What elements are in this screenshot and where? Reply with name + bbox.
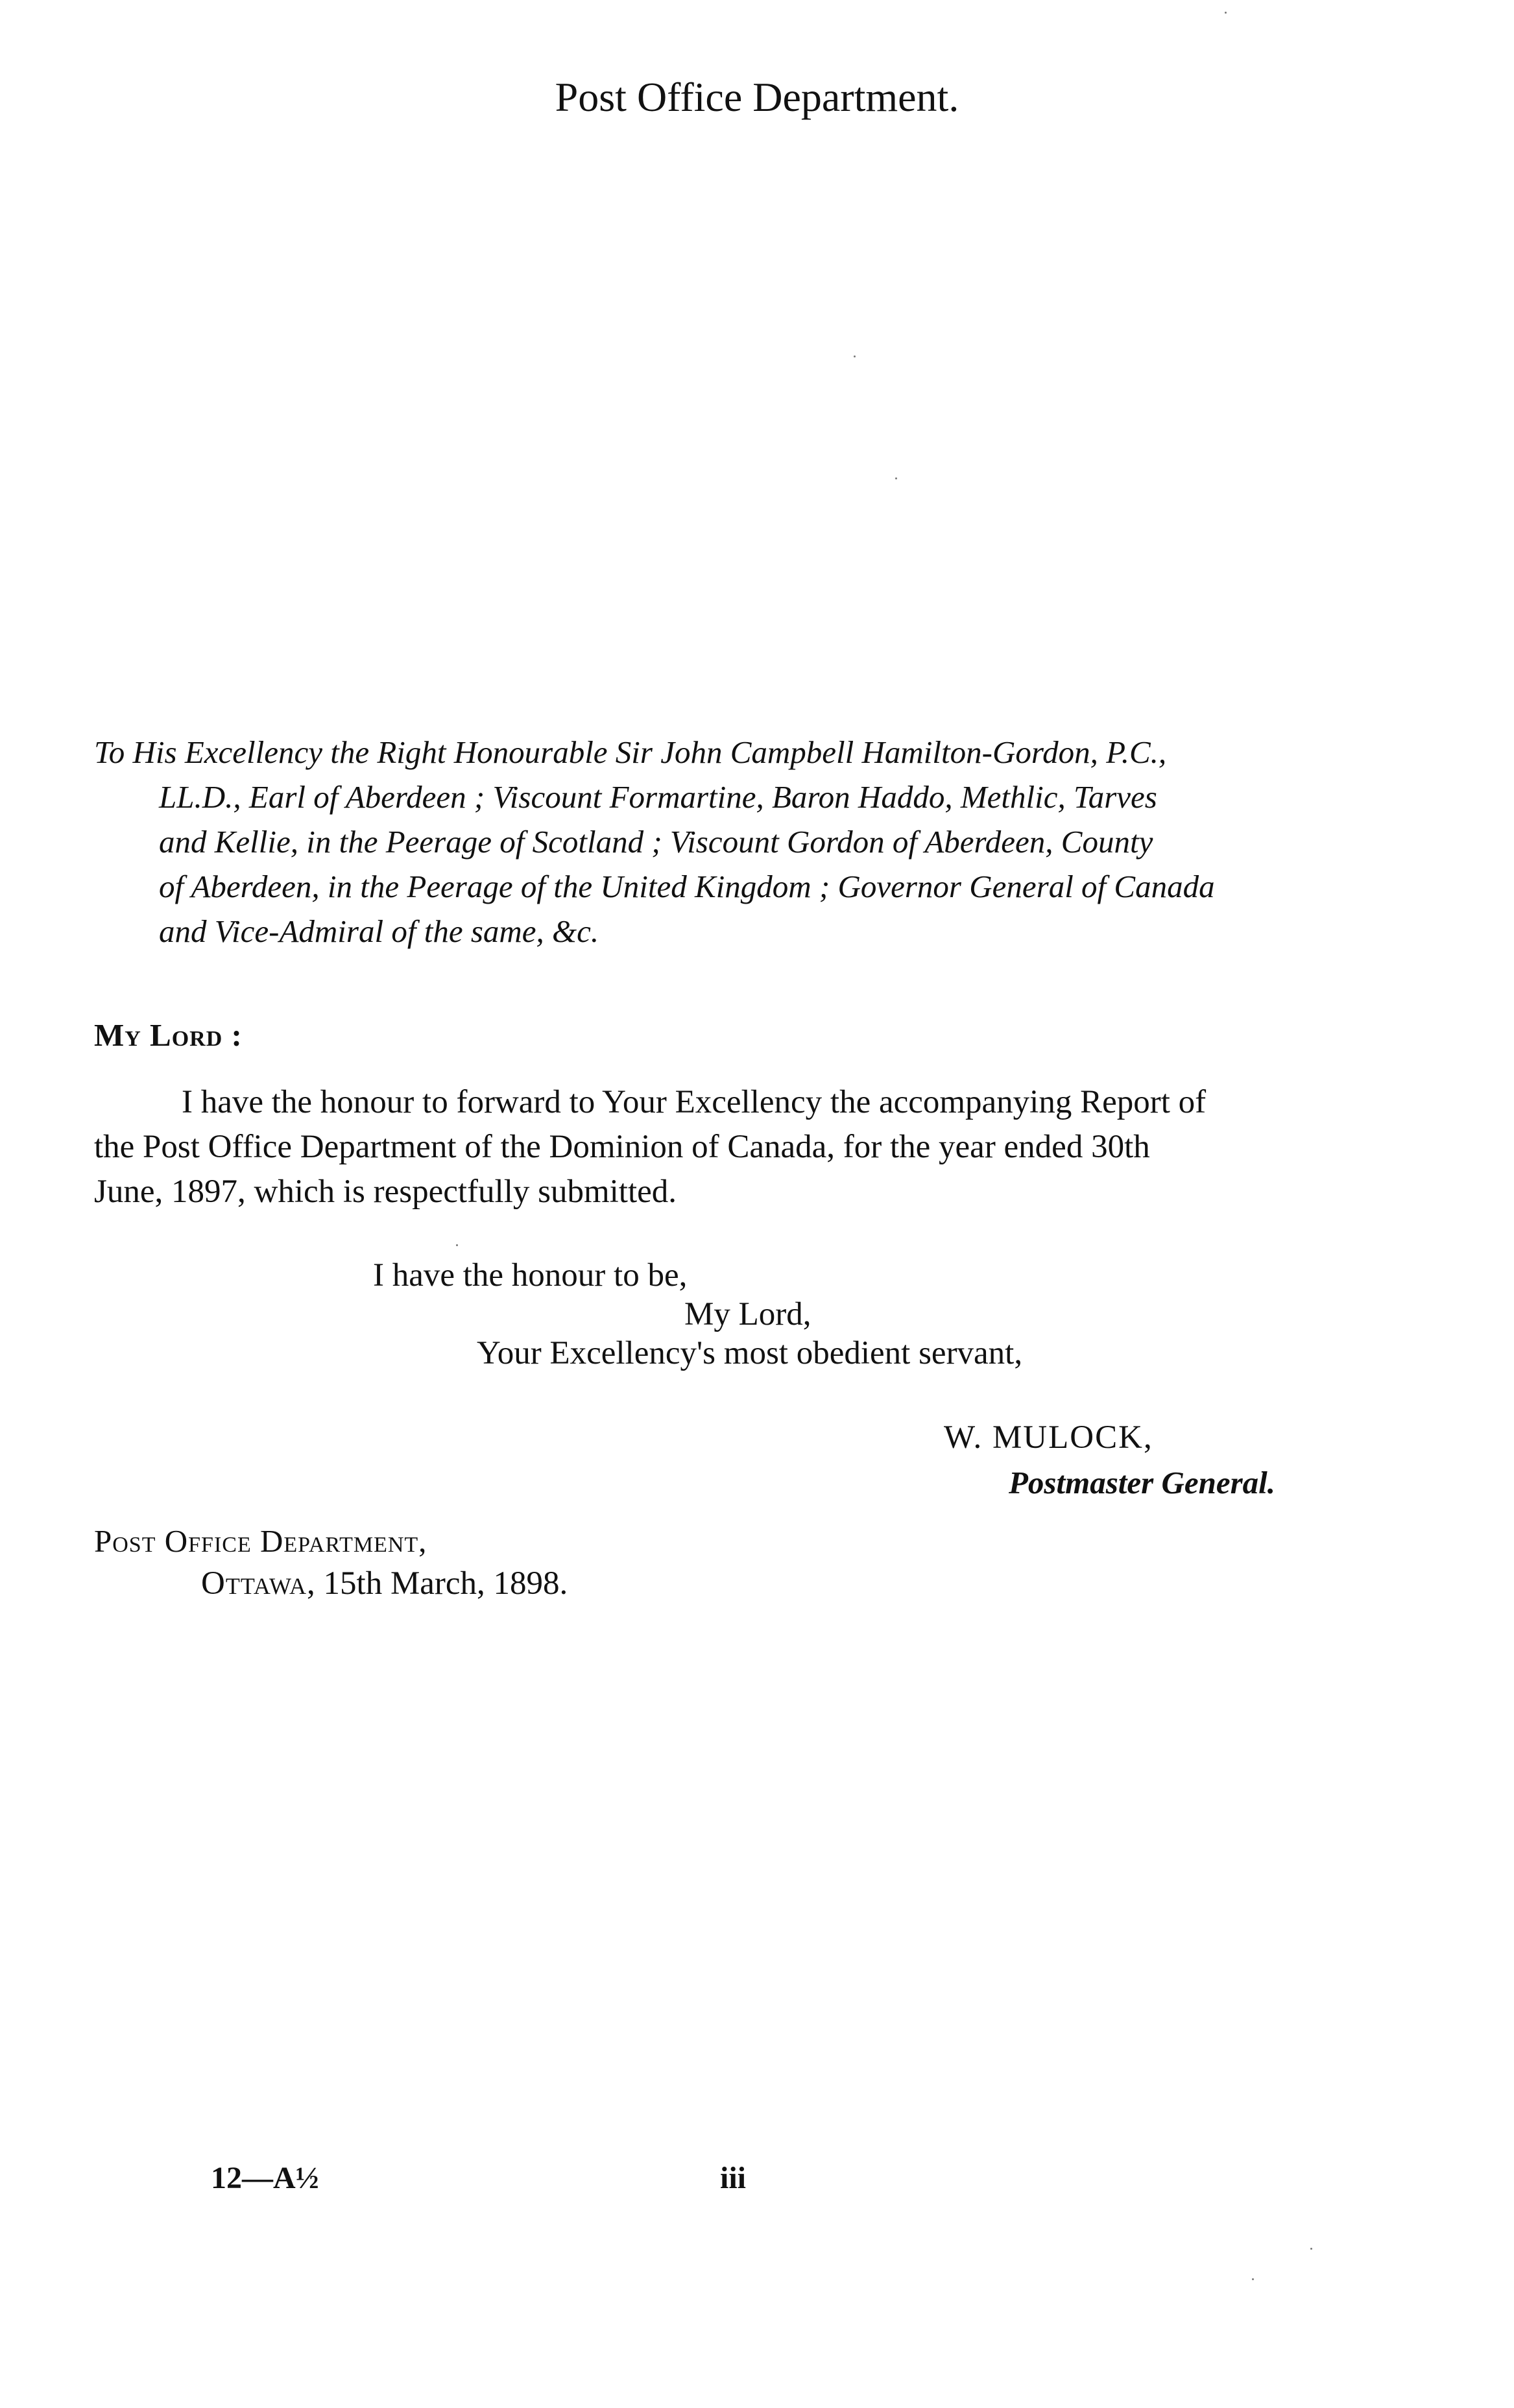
address-line: and Vice-Admiral of the same, &c. bbox=[159, 913, 599, 949]
closing-line: My Lord, bbox=[684, 1296, 811, 1332]
scan-speck bbox=[1310, 2248, 1312, 2250]
address-block bbox=[94, 730, 1391, 954]
address-line: LL.D., Earl of Aberdeen ; Viscount Formartine, Baron Haddo, Methlic, Tarves bbox=[159, 779, 1157, 815]
address-line: of Aberdeen, in the Peerage of the United Kingdom ; Governor General of Canada bbox=[159, 869, 1215, 904]
body-line: June, 1897, which is respectfully submitted. bbox=[94, 1174, 677, 1210]
signature-title: Postmaster General. bbox=[1009, 1465, 1276, 1500]
place-city: Ottawa bbox=[201, 1565, 307, 1602]
body-line: the Post Office Department of the Dominion of Canada, for the year ended 30th bbox=[94, 1129, 1150, 1165]
scan-speck bbox=[854, 355, 856, 357]
scan-speck bbox=[1252, 2278, 1254, 2280]
footer-signature-mark: 12—A½ bbox=[211, 2161, 319, 2195]
signature-name: W. MULOCK, bbox=[944, 1419, 1153, 1456]
place-date: , 15th March, 1898. bbox=[307, 1565, 568, 1602]
page-number: iii bbox=[720, 2161, 747, 2195]
closing-line: Your Excellency's most obedient servant, bbox=[477, 1335, 1023, 1371]
scan-speck bbox=[895, 477, 897, 479]
address-line: and Kellie, in the Peerage of Scotland ; Viscount Gordon of Aberdeen, County bbox=[159, 824, 1153, 860]
letter-body bbox=[94, 1080, 1378, 1214]
scan-speck bbox=[1225, 12, 1227, 14]
salutation: My Lord : bbox=[94, 1017, 243, 1053]
closing-line: I have the honour to be, bbox=[373, 1257, 688, 1294]
body-line: I have the honour to forward to Your Excellency the accompanying Report of bbox=[182, 1084, 1207, 1120]
place-department: Post Office Department, bbox=[94, 1523, 427, 1559]
page-heading: Post Office Department. bbox=[555, 74, 959, 120]
place-and-date bbox=[201, 1563, 568, 1604]
address-line: To His Excellency the Right Honourable Sir John Campbell Hamilton-Gordon, P.C., bbox=[94, 734, 1167, 770]
scan-speck bbox=[456, 1244, 458, 1246]
